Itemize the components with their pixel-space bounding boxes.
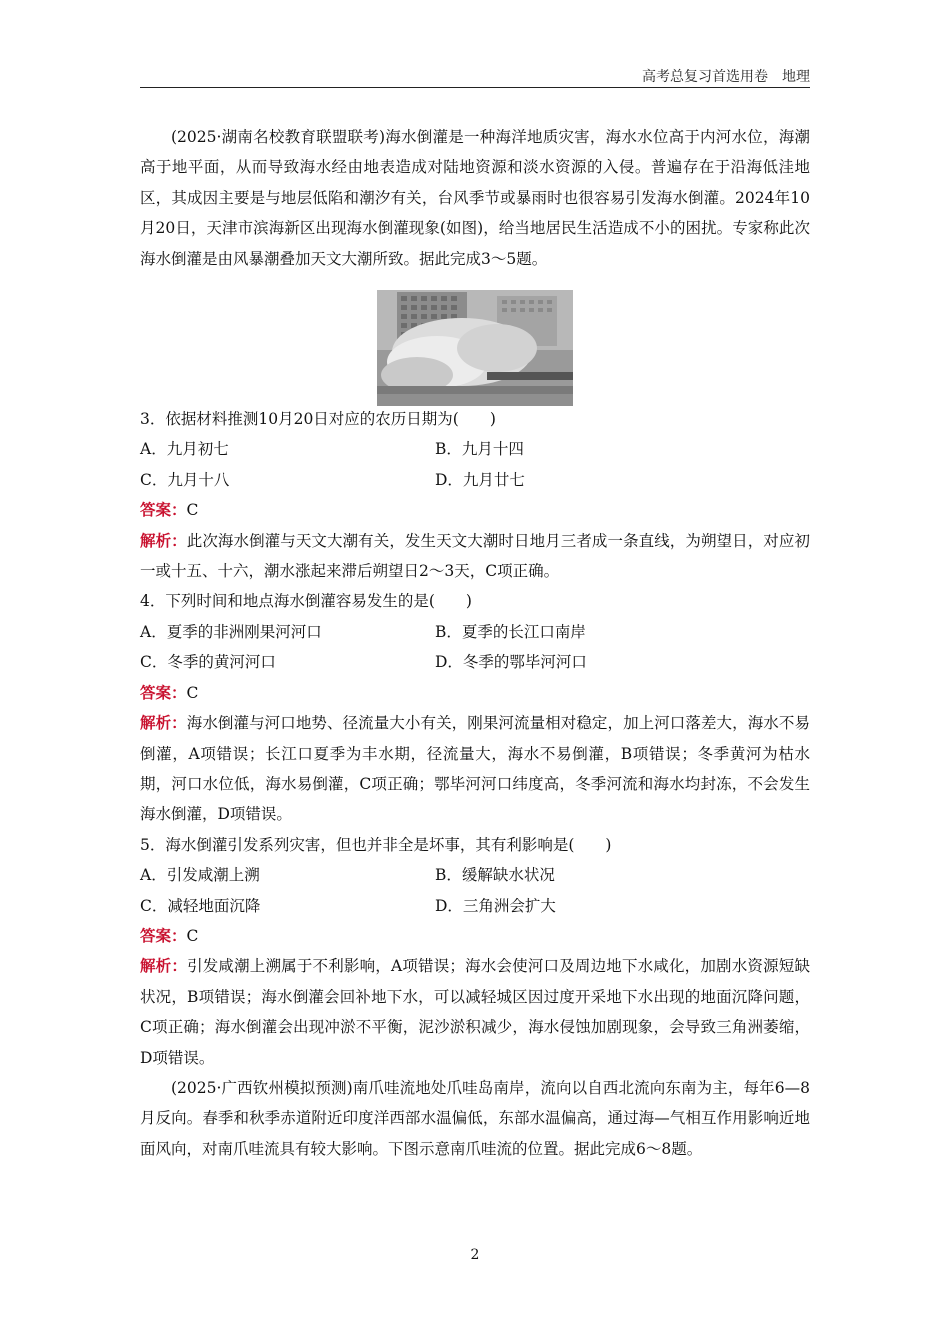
analysis-text: 海水倒灌与河口地势、径流量大小有关，刚果河流量相对稳定，加上河口落差大，海水不易倒灌，A项错误；长江口夏季为丰水期，径流量大，海水不易倒灌，B项错误；冬季黄河为枯水期，河口水位低，海水易倒灌，C项正确；鄂毕河河口纬度高，冬季河流和海水均封冻，不会发生海水倒灌，D项错误。	[140, 714, 810, 824]
header-rule	[140, 87, 810, 88]
answer-value: C	[186, 683, 199, 702]
answer-line	[140, 678, 810, 708]
seawater-intrusion-photo	[377, 290, 573, 406]
answer-line	[140, 495, 810, 525]
analysis-label: 解析：	[140, 956, 188, 976]
analysis-text: 引发咸潮上溯属于不利影响，A项错误；海水会使河口及周边地下水咸化，加剧水资源短缺状况，B项错误；海水倒灌会回补地下水，可以减轻城区因过度开采地下水出现的地面沉降问题，C项正确；海水倒灌会出现冲淤不平衡，泥沙淤积减少，海水侵蚀加剧现象，会导致三角洲萎缩，D项错误。	[140, 957, 810, 1067]
analysis-line	[140, 708, 810, 830]
question-3	[140, 404, 810, 586]
option-a: A．引发咸潮上溯	[140, 866, 260, 885]
option-b: B．夏季的长江口南岸	[435, 622, 586, 641]
option-d: D．三角洲会扩大	[435, 896, 556, 915]
answer-value: C	[186, 501, 199, 520]
question-stem: 3．依据材料推测10月20日对应的农历日期为( )	[140, 410, 496, 429]
answer-line	[140, 921, 810, 951]
answer-label: 答案：	[140, 682, 187, 702]
photo-container	[140, 290, 810, 392]
analysis-line	[140, 526, 810, 587]
option-b: B．九月十四	[435, 440, 524, 459]
option-list	[140, 617, 810, 678]
material-paragraph-1: (2025·湖南名校教育联盟联考)海水倒灌是一种海洋地质灾害，海水水位高于内河水位，海潮高于地平面，从而导致海水经由地表造成对陆地资源和淡水资源的入侵。普遍存在于沿海低洼地区，其成因主要是与地层低陷和潮汐有关，台风季节或暴雨时也很容易引发海水倒灌。2024年10月20日，天津市滨海新区出现海水倒灌现象(如图)，给当地居民生活造成不小的困扰。专家称此次海水倒灌是由风暴潮叠加天文大潮所致。据此完成3～5题。	[140, 128, 810, 268]
analysis-label: 解析：	[140, 530, 187, 550]
option-list	[140, 860, 810, 921]
question-stem: 5．海水倒灌引发系列灾害，但也并非全是坏事，其有利影响是( )	[140, 835, 612, 854]
option-d: D．九月廿七	[435, 470, 525, 489]
page-header: 高考总复习首选用卷 地理	[642, 69, 810, 85]
question-5	[140, 830, 810, 1073]
analysis-line	[140, 951, 810, 1073]
page-number: 2	[470, 1247, 480, 1263]
analysis-label: 解析：	[140, 713, 187, 733]
option-b: B．缓解缺水状况	[435, 866, 555, 885]
analysis-text: 此次海水倒灌与天文大潮有关，发生天文大潮时日地月三者成一条直线，为朔望日，对应初一或十五、十六，潮水涨起来滞后朔望日2～3天，C项正确。	[140, 531, 810, 581]
question-stem: 4．下列时间和地点海水倒灌容易发生的是( )	[140, 592, 472, 611]
option-d: D．冬季的鄂毕河河口	[435, 653, 587, 672]
material-paragraph-2: (2025·广西钦州模拟预测)南爪哇流地处爪哇岛南岸，流向以自西北流向东南为主，每年6—8月反向。春季和秋季赤道附近印度洋西部水温偏低，东部水温偏高，通过海—气相互作用影响近地面风向，对南爪哇流具有较大影响。下图示意南爪哇流的位置。据此完成6～8题。	[140, 1078, 810, 1158]
option-c: C．九月十八	[140, 470, 230, 489]
option-list	[140, 434, 810, 495]
option-a: A．九月初七	[140, 440, 229, 459]
page-content	[140, 122, 810, 1164]
answer-label: 答案：	[140, 925, 187, 945]
answer-label: 答案：	[140, 500, 187, 520]
option-c: C．冬季的黄河河口	[140, 653, 276, 672]
option-a: A．夏季的非洲刚果河河口	[140, 622, 322, 641]
question-4	[140, 586, 810, 829]
option-c: C．减轻地面沉降	[140, 896, 261, 915]
answer-value: C	[186, 926, 199, 945]
